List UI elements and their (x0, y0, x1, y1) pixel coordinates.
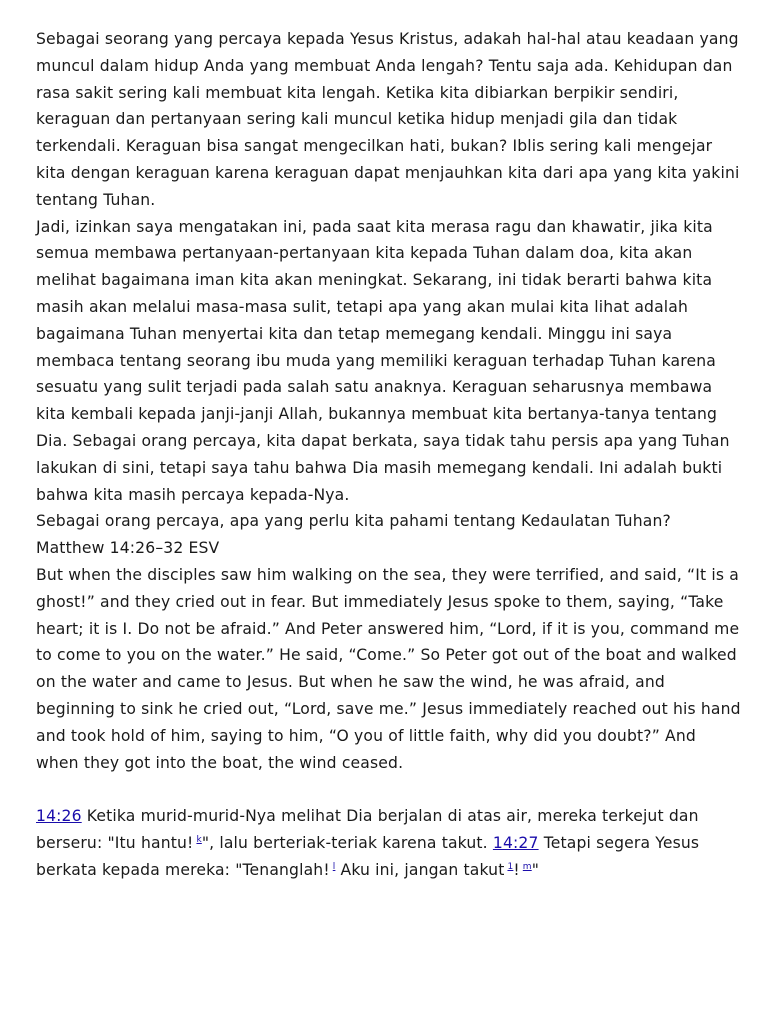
footnote-link-k[interactable]: k (196, 834, 202, 845)
scripture-passage: But when the disciples saw him walking on the sea, they were terrified, and said, “It is a ghost!” and they cried out in fear. But immediately Jesus spoke to them, saying, “Take heart; it is I. Do not be afraid.” And Peter answered him, “Lord, if it is you, command me to come to you on the water.” He said, “Come.” So Peter got out of the boat and walked on the water and came to Jesus. But when he saw the wind, he was afraid, and beginning to sink he cried out, “Lord, save me.” Jesus immediately reached out his hand and took hold of him, saying to him, “O you of little faith, why did you doubt?” And when they got into the boat, the wind ceased. (36, 565, 741, 772)
verse-text: " (531, 860, 540, 879)
scripture-reference: Matthew 14:26–32 ESV (36, 539, 220, 558)
intro-paragraph: Sebagai seorang yang percaya kepada Yesus Kristus, adakah hal-hal atau keadaan yang muncul dalam hidup Anda yang membuat Anda lengah? Tentu saja ada. Kehidupan dan rasa sakit sering kali membuat kita lengah. Ketika kita dibiarkan berpikir sendiri, keraguan dan pertanyaan sering kali muncul ketika hidup menjadi gila dan tidak terkendali. Keraguan bisa sangat mengecilkan hati, bukan? Iblis sering kali mengejar kita dengan keraguan karena keraguan dapat menjauhkan kita dari apa yang kita yakini tentang Tuhan. (36, 30, 740, 209)
indonesian-verses (36, 803, 742, 883)
verse-text: Ketika murid-murid-Nya melihat Dia berjalan di atas air, mereka terkejut dan berseru: "Itu hantu! (36, 807, 699, 852)
question-paragraph: Sebagai orang percaya, apa yang perlu kita pahami tentang Kedaulatan Tuhan? (36, 512, 671, 531)
verse-text: ! (513, 860, 520, 879)
document-body (36, 26, 742, 884)
footnote-marker (193, 835, 201, 845)
footnote-link-1[interactable]: 1 (507, 861, 514, 872)
footnote-marker (520, 862, 532, 872)
verse-link-14-26[interactable]: 14:26 (36, 807, 82, 826)
verse-text: Aku ini, jangan takut (335, 860, 505, 879)
paragraph-spacer (36, 776, 742, 803)
verse-link-14-27[interactable]: 14:27 (492, 833, 539, 852)
footnote-link-m[interactable]: m (522, 861, 532, 872)
verse-text: Tetapi segera Yesus berkata kepada mereka: "Tenanglah! (36, 833, 700, 879)
reflection-paragraph: Jadi, izinkan saya mengatakan ini, pada saat kita merasa ragu dan khawatir, jika kita semua membawa pertanyaan-pertanyaan kita kepada Tuhan dalam doa, kita akan melihat bagaimana iman kita akan meningkat. Sekarang, ini tidak berarti bahwa kita masih akan melalui masa-masa sulit, tetapi apa yang akan mulai kita lihat adalah bagaimana Tuhan menyertai kita dan tetap memegang kendali. Minggu ini saya membaca tentang seorang ibu muda yang memiliki keraguan terhadap Tuhan karena sesuatu yang sulit terjadi pada salah satu anaknya. Keraguan seharusnya membawa kita kembali kepada janji-janji Allah, bukannya membuat kita bertanya-tanya tentang Dia. Sebagai orang percaya, kita dapat berkata, saya tidak tahu persis apa yang Tuhan lakukan di sini, tetapi saya tahu bahwa Dia masih memegang kendali. Ini adalah bukti bahwa kita masih percaya kepada-Nya. (36, 217, 730, 504)
verse-text: ", lalu berteriak-teriak karena takut. (201, 833, 493, 852)
footnote-link-l[interactable]: l (332, 861, 336, 872)
